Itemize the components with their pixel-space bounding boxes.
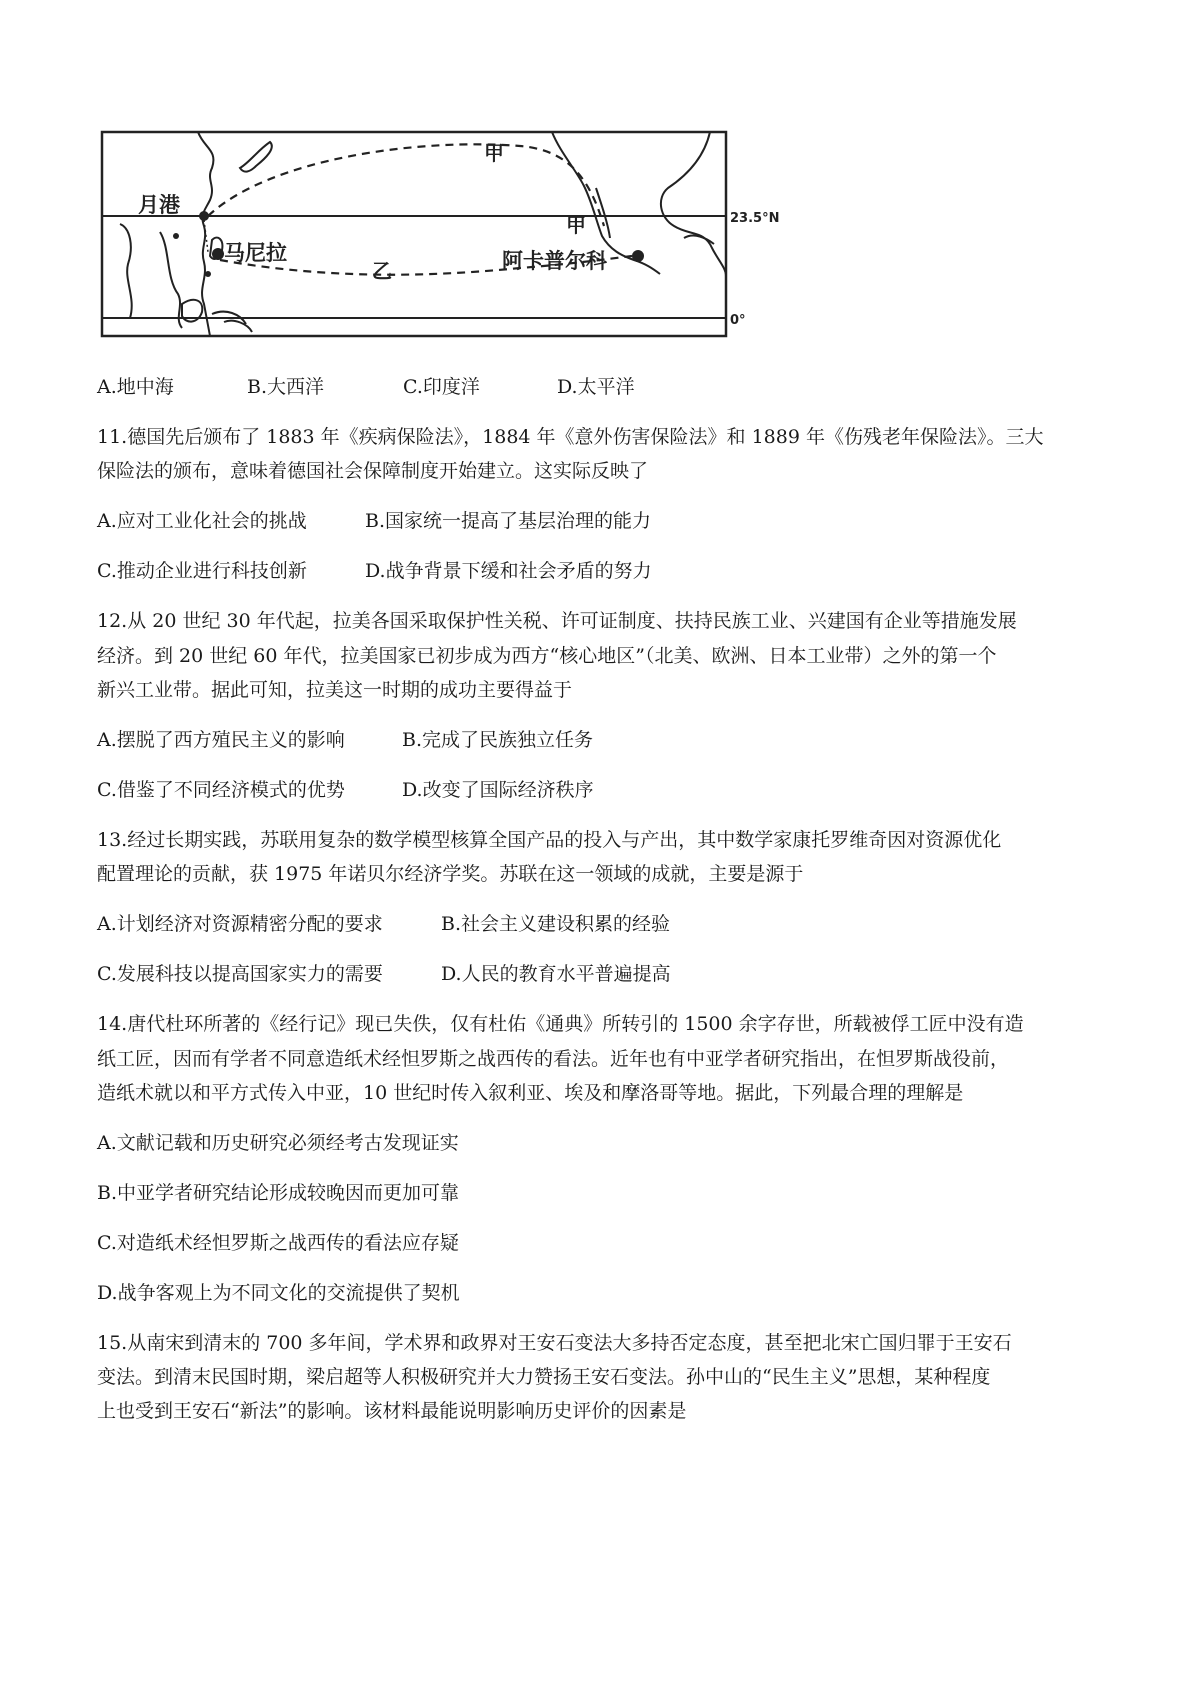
q11-option-c[interactable]: C.推动企业进行科技创新 xyxy=(97,560,307,582)
route-map-figure xyxy=(100,128,830,360)
q12-stem-line-3: 新兴工业带。据此可知，拉美这一时期的成功主要得益于 xyxy=(97,679,573,701)
indonesia-islands xyxy=(212,312,252,332)
q10-option-d[interactable]: D.太平洋 xyxy=(557,376,635,398)
q10-option-c[interactable]: C.印度洋 xyxy=(403,376,480,398)
q13-stem-line-2: 配置理论的贡献，获 1975 年诺贝尔经济学奖。苏联在这一领域的成就，主要是源于 xyxy=(97,863,804,885)
q13-option-b[interactable]: B.社会主义建设积累的经验 xyxy=(441,913,671,935)
label-yuegang: 月港 xyxy=(138,193,180,217)
q12-stem-line-2: 经济。到 20 世纪 60 年代，拉美国家已初步成为西方“核心地区”（北美、欧洲、日本工业带）之外的第一个 xyxy=(97,645,997,667)
q11-stem-line-2: 保险法的颁布，意味着德国社会保障制度开始建立。这实际反映了 xyxy=(97,460,649,482)
route-map xyxy=(100,128,830,360)
indochina-coast xyxy=(160,232,182,328)
label-route-jia-right: 甲 xyxy=(566,213,586,237)
label-route-yi: 乙 xyxy=(372,259,392,283)
q10-option-b[interactable]: B.大西洋 xyxy=(247,376,325,398)
gulf-coast xyxy=(661,132,726,276)
yuegang-dot xyxy=(199,211,209,221)
map-frame xyxy=(102,132,726,336)
label-route-jia-top: 甲 xyxy=(484,141,504,165)
q13-stem-line-1: 13.经过长期实践，苏联用复杂的数学模型核算全国产品的投入与产出，其中数学家康托罗维奇因对资源优化 xyxy=(97,829,1002,851)
label-acapulco: 阿卡普尔科 xyxy=(502,249,607,273)
asia-coast xyxy=(198,132,213,336)
map-dot xyxy=(173,233,179,239)
q13-option-d[interactable]: D.人民的教育水平普遍提高 xyxy=(441,963,671,985)
q15-stem-line-2: 变法。到清末民国时期，梁启超等人积极研究并大力赞扬王安石变法。孙中山的“民生主义”思想，某种程度 xyxy=(97,1366,991,1388)
q10-option-a[interactable]: A.地中海 xyxy=(97,376,174,398)
q15-stem-line-3: 上也受到王安石“新法”的影响。该材料最能说明影响历史评价的因素是 xyxy=(97,1400,687,1422)
q14-option-c[interactable]: C.对造纸术经怛罗斯之战西传的看法应存疑 xyxy=(97,1232,459,1254)
q14-stem-line-2: 纸工匠，因而有学者不同意造纸术经怛罗斯之战西传的看法。近年也有中亚学者研究指出，在怛罗斯战役前， xyxy=(97,1048,1010,1070)
q14-stem-line-3: 造纸术就以和平方式传入中亚，10 世纪时传入叙利亚、埃及和摩洛哥等地。据此，下列最合理的理解是 xyxy=(97,1082,964,1104)
q13-option-a[interactable]: A.计划经济对资源精密分配的要求 xyxy=(97,913,383,935)
acapulco-dot xyxy=(632,250,644,262)
manila-dot xyxy=(212,248,224,260)
q12-option-b[interactable]: B.完成了民族独立任务 xyxy=(402,729,594,751)
q12-option-d[interactable]: D.改变了国际经济秩序 xyxy=(402,779,594,801)
label-tropic: 23.5°N xyxy=(730,211,780,226)
baja-california xyxy=(596,188,610,238)
label-equator: 0° xyxy=(730,313,746,328)
q12-option-c[interactable]: C.借鉴了不同经济模式的优势 xyxy=(97,779,345,801)
q11-option-b[interactable]: B.国家统一提高了基层治理的能力 xyxy=(365,510,652,532)
q11-option-a[interactable]: A.应对工业化社会的挑战 xyxy=(97,510,307,532)
q13-option-c[interactable]: C.发展科技以提高国家实力的需要 xyxy=(97,963,383,985)
q11-option-d[interactable]: D.战争背景下缓和社会矛盾的努力 xyxy=(365,560,652,582)
q15-stem-line-1: 15.从南宋到清末的 700 多年间，学术界和政界对王安石变法大多持否定态度，甚至把北宋亡国归罪于王安石 xyxy=(97,1332,1012,1354)
q12-option-a[interactable]: A.摆脱了西方殖民主义的影响 xyxy=(97,729,345,751)
japan-island xyxy=(240,142,272,172)
q11-stem-line-1: 11.德国先后颁布了 1883 年《疾病保险法》，1884 年《意外伤害保险法》和 1889 年《伤残老年保险法》。三大 xyxy=(97,426,1044,448)
q14-stem-line-1: 14.唐代杜环所著的《经行记》现已失佚，仅有杜佑《通典》所转引的 1500 余字存世，所载被俘工匠中没有造 xyxy=(97,1013,1024,1035)
q14-option-a[interactable]: A.文献记载和历史研究必须经考古发现证实 xyxy=(97,1132,459,1154)
map-dot xyxy=(205,271,211,277)
label-manila: 马尼拉 xyxy=(224,241,287,265)
q14-option-b[interactable]: B.中亚学者研究结论形成较晚因而更加可靠 xyxy=(97,1182,460,1204)
q12-stem-line-1: 12.从 20 世纪 30 年代起，拉美各国采取保护性关税、许可证制度、扶持民族工业、兴建国有企业等措施发展 xyxy=(97,610,1017,632)
q14-option-d[interactable]: D.战争客观上为不同文化的交流提供了契机 xyxy=(97,1282,460,1304)
india-coast xyxy=(120,224,132,318)
